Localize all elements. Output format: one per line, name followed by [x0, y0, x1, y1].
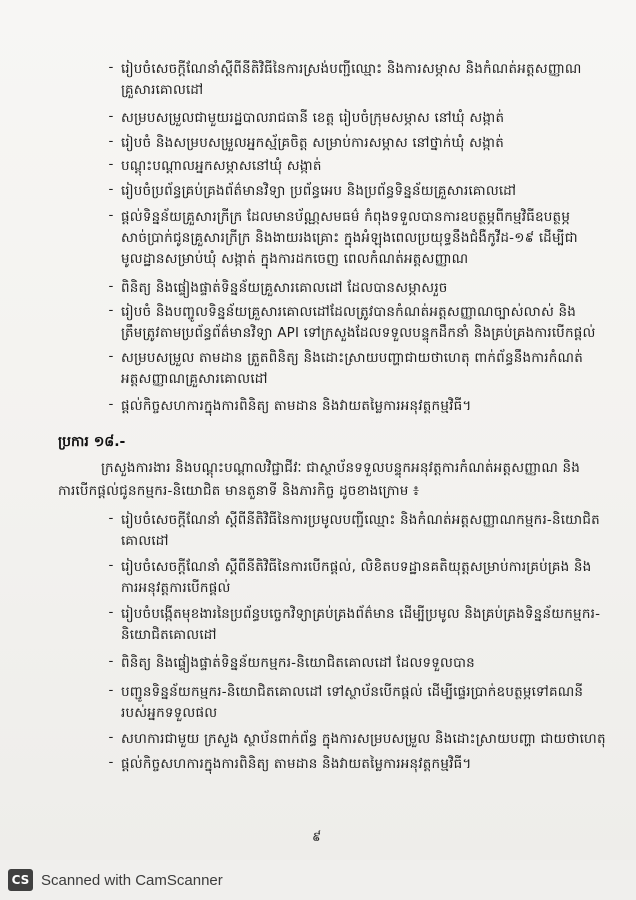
- line: របស់អ្នកទទួលផល: [121, 705, 218, 721]
- line: ផ្តល់កិច្ចសហការក្នុងការពិនិត្យ តាមដាន និងវាយតម្លៃការអនុវត្តកម្មវិធី។: [121, 756, 472, 772]
- scanned-page: - រៀបចំសេចក្តីណែនាំស្តីពីនីតិវិធីនៃការស្រង់បញ្ជីឈ្មោះ និងការសម្ភាស និងកំណត់អត្តសញ្ញាណ គ្រួសារគោលដៅ - សម្របសម្រួលជាមួយរដ្ឋបាលរាជធានី ខេត្ត រៀបចំក្រុមសម្ភាស នៅឃុំ សង្កាត់ - រៀបចំ និងសម្របសម្រួលអ្នកស្ម័គ្រចិត្ត សម្រាប់ការសម្ភាស នៅថ្នាក់ឃុំ សង្កាត់ - បណ្តុះបណ្តាលអ្នកសម្ភាសនៅឃុំ សង្កាត់ - រៀបចំប្រព័ន្ធគ្រប់គ្រងព័ត៌មានវិទ្យា ប្រព័ន្ធអេប និងប្រព័ន្ធទិន្នន័យគ្រួសារគោលដៅ - ផ្តល់ទិន្នន័យគ្រួសារក្រីក្រ ដែលមានប័ណ្ណសមធម៌ កំពុងទទួលបានការឧបត្ថម្ភពីកម្មវិធីឧបត្ថម្ភ សាច់ប្រាក់ជូនគ្រួសារក្រីក្រ និងងាយរងគ្រោះ ក្នុងអំឡុងពេលប្រយុទ្ធនឹងជំងឺកូវីដ-១៩ ដើម្បីជា មូលដ្ឋានសម្រាប់ឃុំ សង្កាត់ ក្នុងការដកចេញ ពេលកំណត់អត្តសញ្ញាណ - ពិនិត្យ និងផ្ទៀងផ្ទាត់ទិន្នន័យគ្រួសារគោលដៅ ដែលបានសម្ភាសរួច - រៀបចំ និងបញ្ចូលទិន្នន័យគ្រួសារគោលដៅដែលត្រូវបានកំណត់អត្តសញ្ញាណច្បាស់លាស់ និង ត្រឹមត្រូវតាមប្រព័ន្ធព័ត៌មានវិទ្យា API ទៅក្រសួងដែលទទួលបន្ទុកដឹកនាំ និងគ្រប់គ្រងការបើកផ្តល់ - សម្របសម្រួល តាមដាន ត្រួតពិនិត្យ និងដោះស្រាយបញ្ហាជាយថាហេតុ ពាក់ព័ន្ធនឹងការកំណត់ អត្តសញ្ញាណគ្រួសារគោលដៅ - ផ្តល់កិច្ចសហការក្នុងការពិនិត្យ តាមដាន និងវាយតម្លៃការអនុវត្តកម្មវិធី។ ប្រការ ១៨.- ក្រសួងការងារ និងបណ្តុះបណ្តាលវិជ្ជាជីវៈ ជាស្ថាប័នទទួលបន្ទុកអនុវត្តការកំណត់អត្តសញ្ញាណ និង ការបើកផ្តល់ជូនកម្មករ-និយោជិត មានតួនាទី និងភារកិច្ច ដូចខាងក្រោម ៖ - រៀបចំសេចក្តីណែនាំ ស្តីពីនីតិវិធីនៃការប្រមូលបញ្ជីឈ្មោះ និងកំណត់អត្តសញ្ញាណកម្មករ-និយោជិត គោលដៅ - រៀបចំសេចក្តីណែនាំ ស្តីពីនីតិវិធីនៃការបើកផ្តល់, លិខិតបទដ្ឋានគតិយុត្តសម្រាប់ការគ្រប់គ្រង និង ការអនុវត្តការបើកផ្តល់ - រៀបចំបង្កើតមុខងារនៃប្រព័ន្ធបច្ចេកវិទ្យាគ្រប់គ្រងព័ត៌មាន ដើម្បីប្រមូល និងគ្រប់គ្រងទិន្នន័យកម្មករ- និយោជិតគោលដៅ - ពិនិត្យ និងផ្ទៀងផ្ទាត់ទិន្នន័យកម្មករ-និយោជិតគោលដៅ ដែលទទួលបាន - បញ្ជូនទិន្នន័យកម្មករ-និយោជិតគោលដៅ ទៅស្ថាប័នបើកផ្តល់ ដើម្បីផ្ទេរប្រាក់ឧបត្ថម្ភទៅគណនី របស់អ្នកទទួលផល - សហការជាមួយ ក្រសួង ស្ថាប័នពាក់ព័ន្ធ ក្នុងការសម្របសម្រួល និងដោះស្រាយបញ្ហា ជាយថាហេតុ - ផ្តល់កិច្ចសហការក្នុងការពិនិត្យ តាមដាន និងវាយតម្លៃការអនុវត្តកម្មវិធី។ ៩: [0, 0, 636, 860]
- line: រៀបចំសេចក្តីណែនាំ ស្តីពីនីតិវិធីនៃការប្រមូលបញ្ជីឈ្មោះ និងកំណត់អត្តសញ្ញាណកម្មករ-និយោជិត: [121, 512, 600, 528]
- line: អត្តសញ្ញាណគ្រួសារគោលដៅ: [121, 371, 268, 387]
- page-number: ៩: [312, 830, 322, 845]
- article-heading: ប្រការ ១៨.-: [58, 434, 126, 450]
- line: សម្របសម្រួល តាមដាន ត្រួតពិនិត្យ និងដោះស្រាយបញ្ហាជាយថាហេតុ ពាក់ព័ន្ធនឹងការកំណត់: [121, 350, 584, 366]
- camscanner-logo-icon: CS: [8, 869, 33, 891]
- line: រៀបចំសេចក្តីណែនាំស្តីពីនីតិវិធីនៃការស្រង់បញ្ជីឈ្មោះ និងការសម្ភាស និងកំណត់អត្តសញ្ញាណ: [121, 61, 582, 77]
- article-intro: [101, 458, 580, 479]
- line: ផ្តល់កិច្ចសហការក្នុងការពិនិត្យ តាមដាន និងវាយតម្លៃការអនុវត្តកម្មវិធី។: [121, 398, 472, 414]
- scanner-footer: [0, 860, 636, 900]
- line: រៀបចំសេចក្តីណែនាំ ស្តីពីនីតិវិធីនៃការបើកផ្តល់, លិខិតបទដ្ឋានគតិយុត្តសម្រាប់ការគ្រប់គ្រង និង: [121, 559, 592, 575]
- article-intro: [58, 481, 419, 502]
- line: ក្រសួងការងារ និងបណ្តុះបណ្តាលវិជ្ជាជីវៈ ជាស្ថាប័នទទួលបន្ទុកអនុវត្តការកំណត់អត្តសញ្ញាណ និង: [101, 460, 581, 476]
- line: មូលដ្ឋានសម្រាប់ឃុំ សង្កាត់ ក្នុងការដកចេញ ពេលកំណត់អត្តសញ្ញាណ: [121, 251, 469, 267]
- line: រៀបចំបង្កើតមុខងារនៃប្រព័ន្ធបច្ចេកវិទ្យាគ្រប់គ្រងព័ត៌មាន ដើម្បីប្រមូល និងគ្រប់គ្រងទិន្នន័យកម្មករ-: [121, 606, 601, 622]
- line: ផ្តល់ទិន្នន័យគ្រួសារក្រីក្រ ដែលមានប័ណ្ណសមធម៌ កំពុងទទួលបានការឧបត្ថម្ភពីកម្មវិធីឧបត្ថម្ភ: [121, 209, 571, 225]
- line: ត្រឹមត្រូវតាមប្រព័ន្ធព័ត៌មានវិទ្យា API ទៅក្រសួងដែលទទួលបន្ទុកដឹកនាំ និងគ្រប់គ្រងការបើកផ្តល់: [121, 325, 596, 341]
- line: សហការជាមួយ ក្រសួង ស្ថាប័នពាក់ព័ន្ធ ក្នុងការសម្របសម្រួល និងដោះស្រាយបញ្ហា ជាយថាហេតុ: [121, 731, 606, 747]
- line: ពិនិត្យ និងផ្ទៀងផ្ទាត់ទិន្នន័យគ្រួសារគោលដៅ ដែលបានសម្ភាសរួច: [121, 280, 448, 296]
- line: គោលដៅ: [121, 533, 169, 549]
- line: និយោជិតគោលដៅ: [121, 627, 217, 643]
- scanner-watermark-text: Scanned with CamScanner: [41, 871, 223, 889]
- line: រៀបចំប្រព័ន្ធគ្រប់គ្រងព័ត៌មានវិទ្យា ប្រព័ន្ធអេប និងប្រព័ន្ធទិន្នន័យគ្រួសារគោលដៅ: [121, 183, 517, 199]
- line: គ្រួសារគោលដៅ: [121, 82, 204, 98]
- line: រៀបចំ និងបញ្ចូលទិន្នន័យគ្រួសារគោលដៅដែលត្រូវបានកំណត់អត្តសញ្ញាណច្បាស់លាស់ និង: [121, 304, 577, 320]
- line: រៀបចំ និងសម្របសម្រួលអ្នកស្ម័គ្រចិត្ត សម្រាប់ការសម្ភាស នៅថ្នាក់ឃុំ សង្កាត់: [121, 135, 504, 151]
- line: បញ្ជូនទិន្នន័យកម្មករ-និយោជិតគោលដៅ ទៅស្ថាប័នបើកផ្តល់ ដើម្បីផ្ទេរប្រាក់ឧបត្ថម្ភទៅគណនី: [121, 684, 584, 700]
- line: ពិនិត្យ និងផ្ទៀងផ្ទាត់ទិន្នន័យកម្មករ-និយោជិតគោលដៅ ដែលទទួលបាន: [121, 655, 475, 671]
- line: ការបើកផ្តល់ជូនកម្មករ-និយោជិត មានតួនាទី និងភារកិច្ច ដូចខាងក្រោម ៖: [58, 483, 420, 499]
- line: សាច់ប្រាក់ជូនគ្រួសារក្រីក្រ និងងាយរងគ្រោះ ក្នុងអំឡុងពេលប្រយុទ្ធនឹងជំងឺកូវីដ-១៩ ដើម្បីជា: [121, 230, 578, 246]
- line: សម្របសម្រួលជាមួយរដ្ឋបាលរាជធានី ខេត្ត រៀបចំក្រុមសម្ភាស នៅឃុំ សង្កាត់: [121, 110, 505, 126]
- line: ការអនុវត្តការបើកផ្តល់: [121, 580, 231, 596]
- line: បណ្តុះបណ្តាលអ្នកសម្ភាសនៅឃុំ សង្កាត់: [121, 158, 322, 174]
